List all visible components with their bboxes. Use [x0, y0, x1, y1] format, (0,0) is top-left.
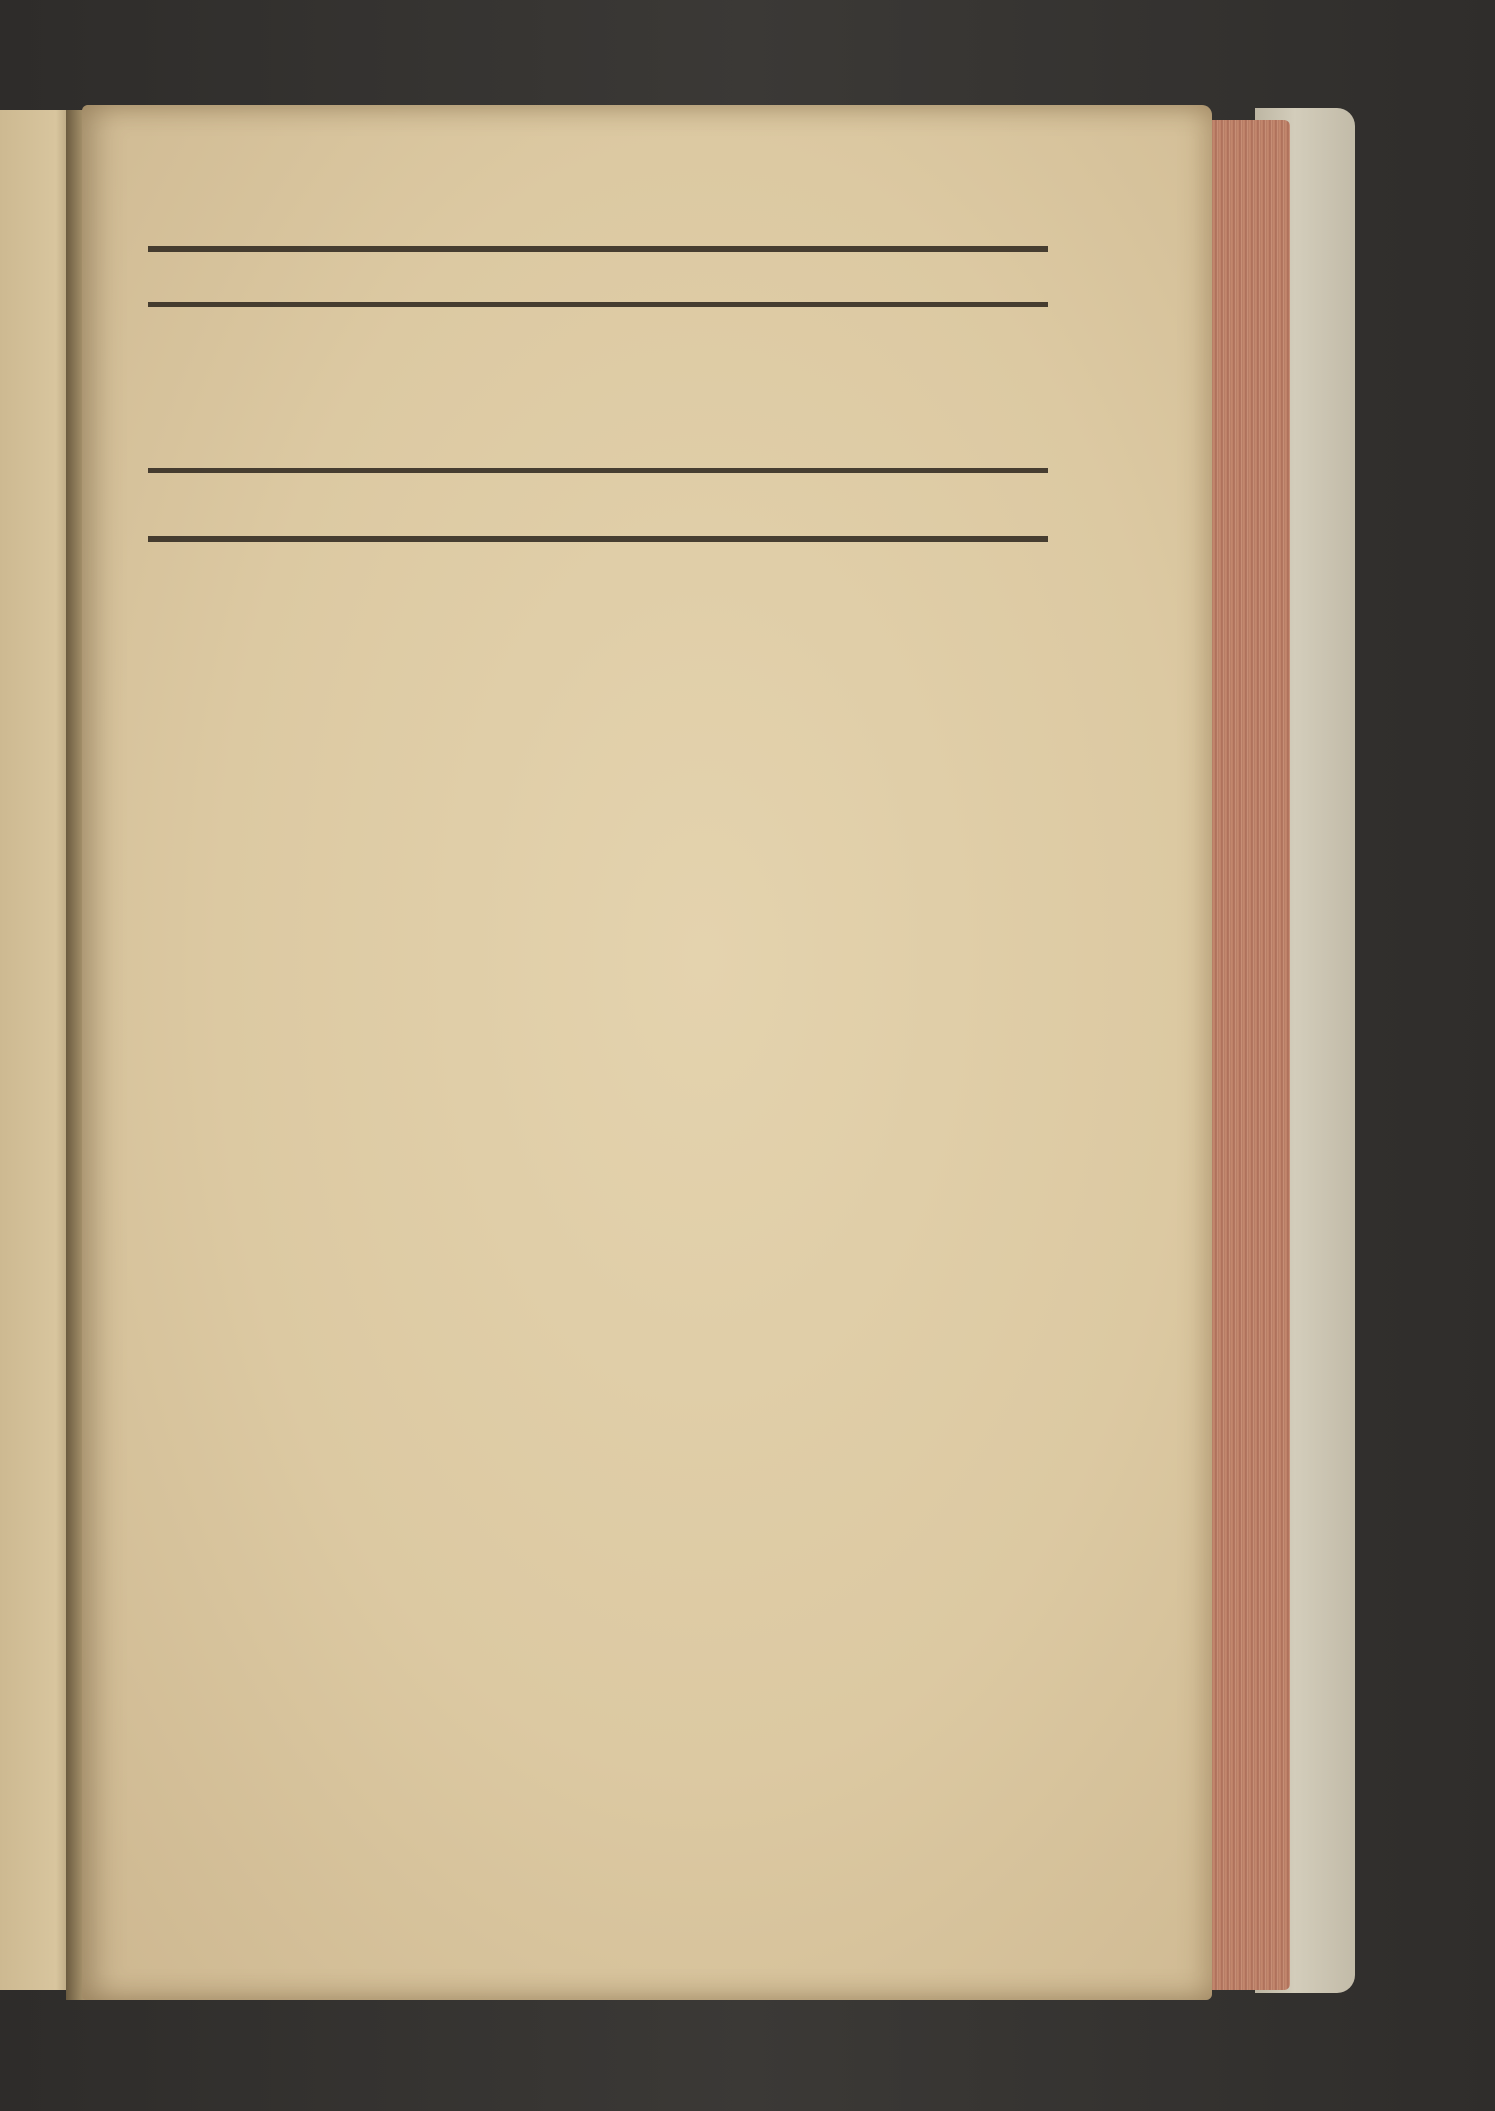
chapter-heading: [0, 570, 1495, 659]
page-edges: [1200, 120, 1290, 1990]
headpiece-ornament: [148, 238, 1048, 550]
ornament-top-band: [148, 246, 1048, 307]
